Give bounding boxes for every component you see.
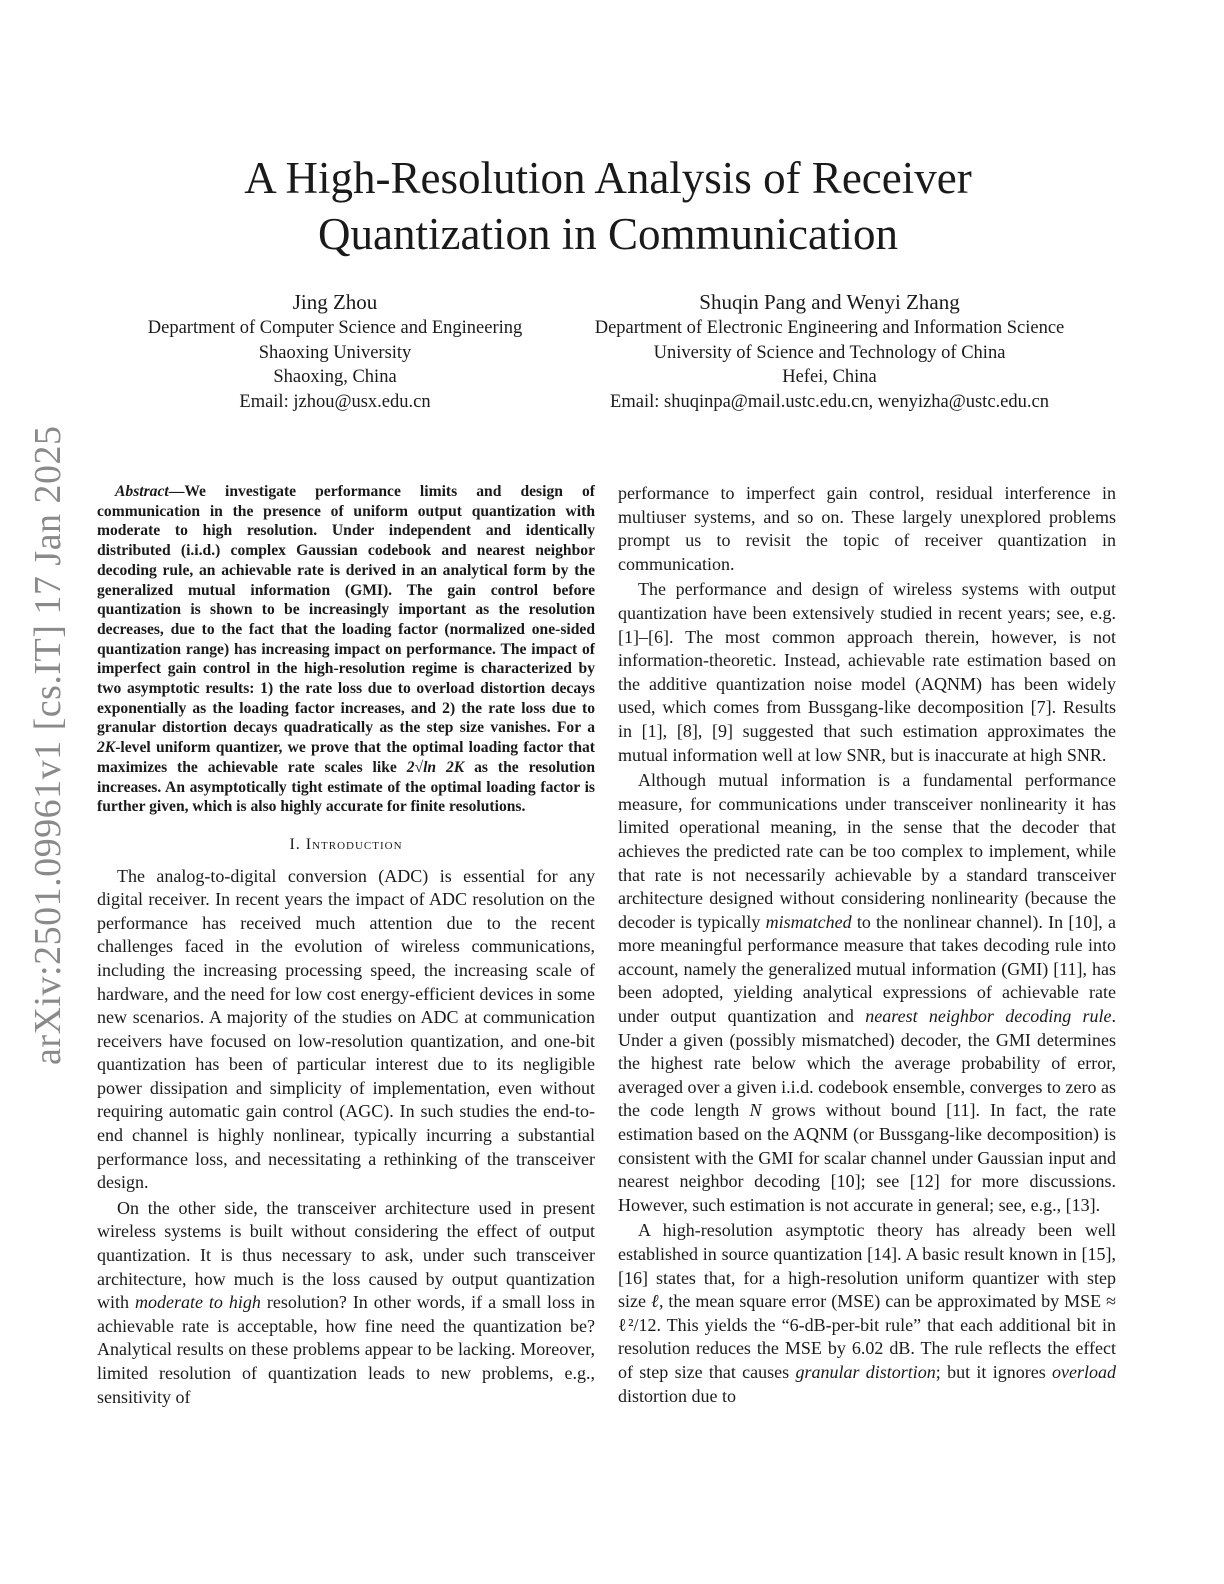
- intro-paragraph-5-emphasis-overload: overload: [1052, 1361, 1116, 1382]
- intro-paragraph-3: The performance and design of wireless systems with output quantization have been extensively studied in recent years; see, e.g. [1]–[6]. The most common approach therein, however, is not information-theoretic. Instead, achievable rate estimation based on the additive quantization noise model (AQNM) has been widely used, which comes from Bussgang-like decomposition [7]. Results in [1], [8], [9] suggested that such estimation approximates the mutual information well at low SNR, but is inaccurate at high SNR.: [618, 579, 1116, 765]
- intro-paragraph-5-text-b: , the mean square error (MSE) can be approximated by: [658, 1291, 1060, 1312]
- abstract-dash: —: [168, 483, 185, 500]
- author-location: Shaoxing, China: [273, 367, 397, 387]
- author-institution: University of Science and Technology of China: [653, 342, 1006, 363]
- section-heading-introduction: I. Introduction: [289, 835, 403, 853]
- abstract-label: Abstract: [115, 483, 169, 500]
- abstract-math-scaling: 2√ln 2K: [406, 758, 465, 776]
- paper-title-line-1: A High-Resolution Analysis of Receiver: [244, 153, 972, 203]
- author-name: Shuqin Pang and Wenyi Zhang: [699, 290, 960, 314]
- author-block-left: [110, 288, 560, 414]
- author-name: Jing Zhou: [292, 290, 378, 314]
- intro-paragraph-2-text-a: On the other side, the transceiver architecture used in present wireless systems is built without considering the effect of output quantization. It is thus necessary to ask, under such transceiver architecture, how much is the loss caused by output quantization with: [97, 1197, 595, 1313]
- abstract: [97, 482, 595, 817]
- intro-paragraph-5-math-mse: MSE ≈ ℓ²/12: [618, 1291, 1117, 1335]
- intro-paragraph-5-math-db: 6.02: [851, 1338, 884, 1359]
- intro-paragraph-4-emphasis-mismatched: mismatched: [765, 911, 852, 932]
- intro-paragraph-5-text-e: ; but it ignores: [935, 1361, 1046, 1382]
- intro-paragraph-1: The analog-to-digital conversion (ADC) is essential for any digital receiver. In recent years the impact of ADC resolution on the performance has received much attention due to the recent challenges faced in the evolution of wireless communications, including the increasing processing speed, the increasing scale of hardware, and the need for low cost energy-efficient devices in some new scenarios. A majority of the studies on ADC at communication receivers have focused on low-resolution quantization, and one-bit quantization has been of particular interest due to its negligible power dissipation and simplicity of implementation, even without requiring automatic gain control (AGC). In such studies the end-to-end channel is highly nonlinear, typically incurring a substantial performance loss, and necessitating a rethinking of the transceiver design.: [97, 865, 595, 1193]
- abstract-text-a: We investigate performance limits and design of communication in the presence of uniform output quantization with moderate to high resolution. Under independent and identically distributed (i.i.d.) complex Gaussian codebook and nearest neighbor decoding rule, an achievable rate is derived in an analytical form by the generalized mutual information (GMI). The gain control before quantization is shown to be increasingly important as the resolution decreases, due to the fact that the loading factor (normalized one-sided quantization range) has increasing impact on performance. The impact of imperfect gain control in the high-resolution regime is characterized by two asymptotic results: 1) the rate loss due to overload distortion decays exponentially as the loading factor increases, and 2) the rate loss due to granular distortion decays quadratically as the step size vanishes. For a: [97, 483, 595, 737]
- author-block-right: [562, 288, 1097, 414]
- abstract-math-2k: 2K: [97, 739, 116, 757]
- author-institution: Shaoxing University: [258, 342, 412, 363]
- author-email: Email: jzhou@usx.edu.cn: [239, 391, 431, 412]
- abstract-text-b: -level uniform quantizer, we prove that the optimal loading factor that maximizes the achievable rate scales like: [97, 739, 595, 776]
- paper-title-line-2: Quantization in Communication: [318, 209, 898, 259]
- intro-paragraph-2-continued: performance to imperfect gain control, residual interference in multiuser systems, and so on. These largely unexplored problems prompt us to revisit the topic of receiver quantization in communication.: [618, 483, 1116, 574]
- left-column: [97, 482, 595, 1411]
- intro-paragraph-5-text-d: dB. The rule reflects the effect of step size that causes: [618, 1338, 1117, 1382]
- intro-paragraph-2-text-b: resolution? In other words, if a small loss in achievable rate is acceptable, how fine need the quantization be? Analytical results on these problems appear to be lacking. Moreover, limited resolution of quantization leads to new problems, e.g., sensitivity of: [97, 1292, 596, 1407]
- intro-paragraph-2-emphasis: moderate to high: [134, 1292, 261, 1313]
- author-department: Department of Electronic Engineering and Information Science: [594, 318, 1065, 338]
- author-department: Department of Computer Science and Engineering: [147, 318, 523, 338]
- intro-paragraph-5-text-c: . This yields the “6-dB-per-bit rule” that each additional bit in resolution reduces the MSE by: [618, 1314, 1116, 1359]
- intro-paragraph-5-text-a: A high-resolution asymptotic theory has already been well established in source quantization [14]. A basic result known in [15], [16] states that, for a high-resolution uniform quantizer with step size: [618, 1220, 1116, 1312]
- intro-paragraph-4-text-c: . Under a given (possibly mismatched) decoder, the GMI determines the highest rate below which the average probability of error, averaged over a given i.i.d. codebook ensemble, converges to zero as the code length: [618, 1006, 1117, 1121]
- right-column: [618, 482, 1116, 1410]
- intro-paragraph-4-text-d: grows without bound [11]. In fact, the rate estimation based on the AQNM (or Bussgang-like decomposition) is consistent with the GMI for scalar channel under Gaussian input and nearest neighbor decoding [10]; see [12] for more discussions. However, such estimation is not accurate in general; see, e.g., [13].: [618, 1100, 1117, 1215]
- intro-paragraph-5-math-step: ℓ: [650, 1291, 659, 1312]
- intro-paragraph-2: [97, 1197, 595, 1409]
- arxiv-identifier-stamp: arXiv:2501.09961v1 [cs.IT] 17 Jan 2025: [27, 425, 69, 1065]
- intro-paragraph-5-text-f: distortion due to: [618, 1385, 736, 1406]
- intro-paragraph-5: [618, 1219, 1116, 1408]
- author-email: Email: shuqinpa@mail.ustc.edu.cn, wenyizha@ustc.edu.cn: [610, 391, 1049, 412]
- paper-title: [100, 150, 1116, 262]
- abstract-text-c: as the resolution increases. An asymptotically tight estimate of the optimal loading factor is further given, which is also highly accurate for finite resolutions.: [97, 758, 595, 816]
- intro-paragraph-4-text-b: to the nonlinear channel). In [10], a more meaningful performance measure that takes decoding rule into account, namely the generalized mutual information (GMI) [11], has been adopted, yielding analytical expressions of achievable rate under output quantization and: [618, 911, 1117, 1027]
- intro-paragraph-4-emphasis-decoding-rule: nearest neighbor decoding rule: [865, 1006, 1112, 1027]
- intro-paragraph-5-emphasis-granular: granular distortion: [795, 1361, 936, 1382]
- intro-paragraph-4: [618, 769, 1116, 1217]
- intro-paragraph-4-text-a: Although mutual information is a fundamental performance measure, for communications under transceiver nonlinearity it has limited operational meaning, in the sense that the decoder that achieves the predicted rate can be too complex to implement, while that rate is not necessarily achievable by a standard transceiver architecture designed without considering nonlinearity (because the decoder is typically: [618, 770, 1116, 932]
- author-location: Hefei, China: [782, 367, 877, 387]
- intro-paragraph-4-math-n: N: [749, 1100, 762, 1121]
